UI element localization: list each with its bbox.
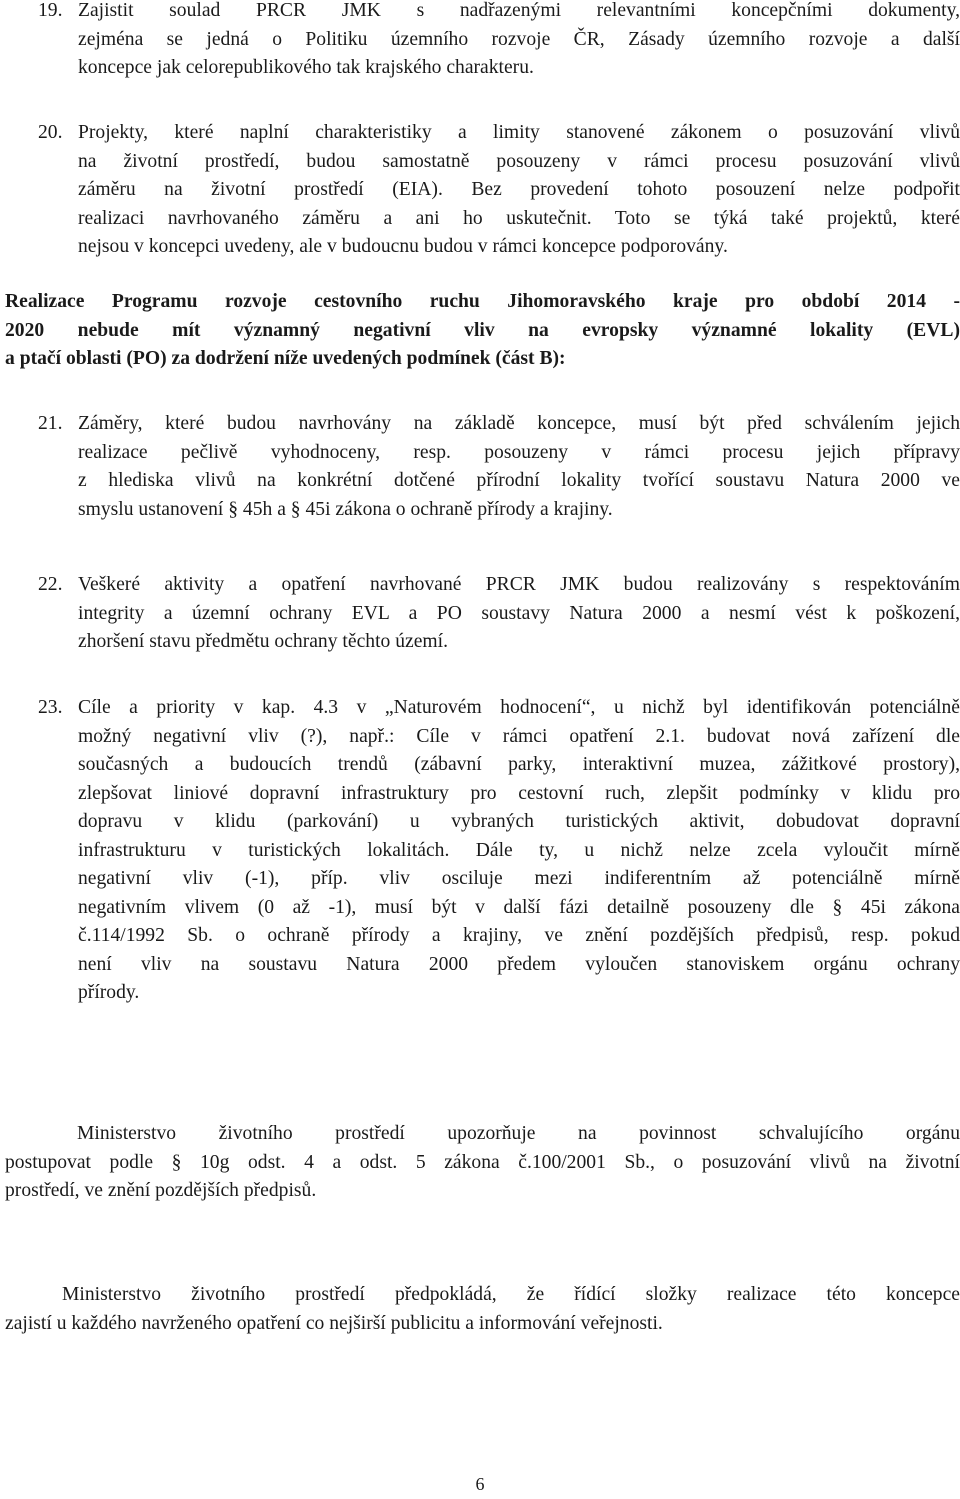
ministry-notice-1 <box>5 1120 960 1206</box>
text-line: na životní prostředí, budou samostatně posouzeny v rámci procesu posuzování vlivů <box>78 150 960 172</box>
item-text <box>78 0 960 83</box>
item-number: 22. <box>38 574 63 595</box>
item-number: 20. <box>38 122 63 143</box>
item-text <box>78 119 960 262</box>
text-line: Ministerstvo životního prostředí předpokládá, že řídící složky realizace této koncepce <box>62 1284 960 1305</box>
text-line: a ptačí oblasti (PO) za dodržení níže uvedených podmínek (část B): <box>5 348 566 369</box>
text-line: realizace pečlivě vyhodnoceny, resp. posouzeny v rámci procesu jejich přípravy <box>78 441 960 463</box>
text-line: realizaci navrhovaného záměru a ani ho uskutečnit. Toto se týká také projektů, které <box>78 207 960 229</box>
text-line: infrastrukturu v turistických lokalitách. Dále ty, u nichž nelze zcela vyloučit mírně <box>78 839 960 861</box>
item-number: 19. <box>38 0 63 21</box>
text-line: Realizace Programu rozvoje cestovního ruchu Jihomoravského kraje pro období 2014 - <box>5 291 960 312</box>
item-number: 21. <box>38 413 63 434</box>
text-line: Cíle a priority v kap. 4.3 v „Naturovém hodnocení“, u nichž byl identifikován potenciálně <box>78 697 960 718</box>
text-line: možný negativní vliv (?), např.: Cíle v rámci opatření 2.1. budovat nová zařízení dle <box>78 725 960 747</box>
text-line: z hlediska vlivů na konkrétní dotčené přírodní lokality tvořící soustavu Natura 2000 ve <box>78 470 960 491</box>
text-line: není vliv na soustavu Natura 2000 předem vyloučen stanoviskem orgánu ochrany <box>78 953 960 975</box>
text-line: přírody. <box>78 982 140 1003</box>
text-line: Veškeré aktivity a opatření navrhované PRCR JMK budou realizovány s respektováním <box>78 574 960 595</box>
text-line: Záměry, které budou navrhovány na základě koncepce, musí být před schválením jejich <box>78 413 960 434</box>
text-line: záměru na životní prostředí (EIA). Bez provedení tohoto posouzení nelze podpořit <box>78 179 960 200</box>
item-text <box>78 571 960 657</box>
item-text <box>78 410 960 524</box>
text-line: Projekty, které naplní charakteristiky a limity stanovené zákonem o posuzování vlivů <box>78 122 960 143</box>
text-line: zlepšovat liniové dopravní infrastruktury pro cestovní ruch, zlepšit podmínky v klidu pro <box>78 782 960 804</box>
conclusion-paragraph <box>5 288 960 374</box>
text-line: smyslu ustanovení § 45h a § 45i zákona o ochraně přírody a krajiny. <box>78 498 613 520</box>
item-number: 23. <box>38 697 63 718</box>
text-line: koncepce jak celorepublikového tak krajského charakteru. <box>78 57 534 78</box>
text-line: zejména se jedná o Politiku územního rozvoje ČR, Zásady územního rozvoje a další <box>78 28 960 50</box>
text-line: č.114/1992 Sb. o ochraně přírody a krajiny, ve znění pozdějších předpisů, resp. pokud <box>78 925 960 946</box>
text-line: postupovat podle § 10g odst. 4 a odst. 5 zákona č.100/2001 Sb., o posuzování vlivů na životní <box>5 1151 960 1173</box>
text-line: nejsou v koncepci uvedeny, ale v budoucnu budou v rámci koncepce podporovány. <box>78 236 728 257</box>
text-line: Ministerstvo životního prostředí upozorňuje na povinnost schvalujícího orgánu <box>77 1123 960 1144</box>
text-line: prostředí, ve znění pozdějších předpisů. <box>5 1180 317 1201</box>
text-line: dopravu v klidu (parkování) u vybraných turistických aktivit, dobudovat dopravní <box>78 811 960 832</box>
text-line: zhoršení stavu předmětu ochrany těchto území. <box>78 631 448 652</box>
ministry-notice-2 <box>5 1281 960 1338</box>
text-line: negativní vliv (-1), příp. vliv osciluje mezi indiferentním až potenciálně mírně <box>78 868 960 889</box>
item-text <box>78 694 960 1008</box>
text-line: negativním vlivem (0 až -1), musí být v další fázi detailně posouzeny dle § 45i zákona <box>78 896 960 918</box>
text-line: Zajistit soulad PRCR JMK s nadřazenými relevantními koncepčními dokumenty, <box>78 0 960 21</box>
text-line: integrity a územní ochrany EVL a PO soustavy Natura 2000 a nesmí vést k poškození, <box>78 602 960 624</box>
text-line: zajistí u každého navrženého opatření co nejširší publicitu a informování veřejnosti. <box>5 1312 663 1334</box>
page-number: 6 <box>475 1474 485 1494</box>
text-line: současných a budoucích trendů (zábavní parky, interaktivní muzea, zážitkové prostory), <box>78 754 960 775</box>
text-line: 2020 nebude mít významný negativní vliv na evropsky významné lokality (EVL) <box>5 319 960 341</box>
